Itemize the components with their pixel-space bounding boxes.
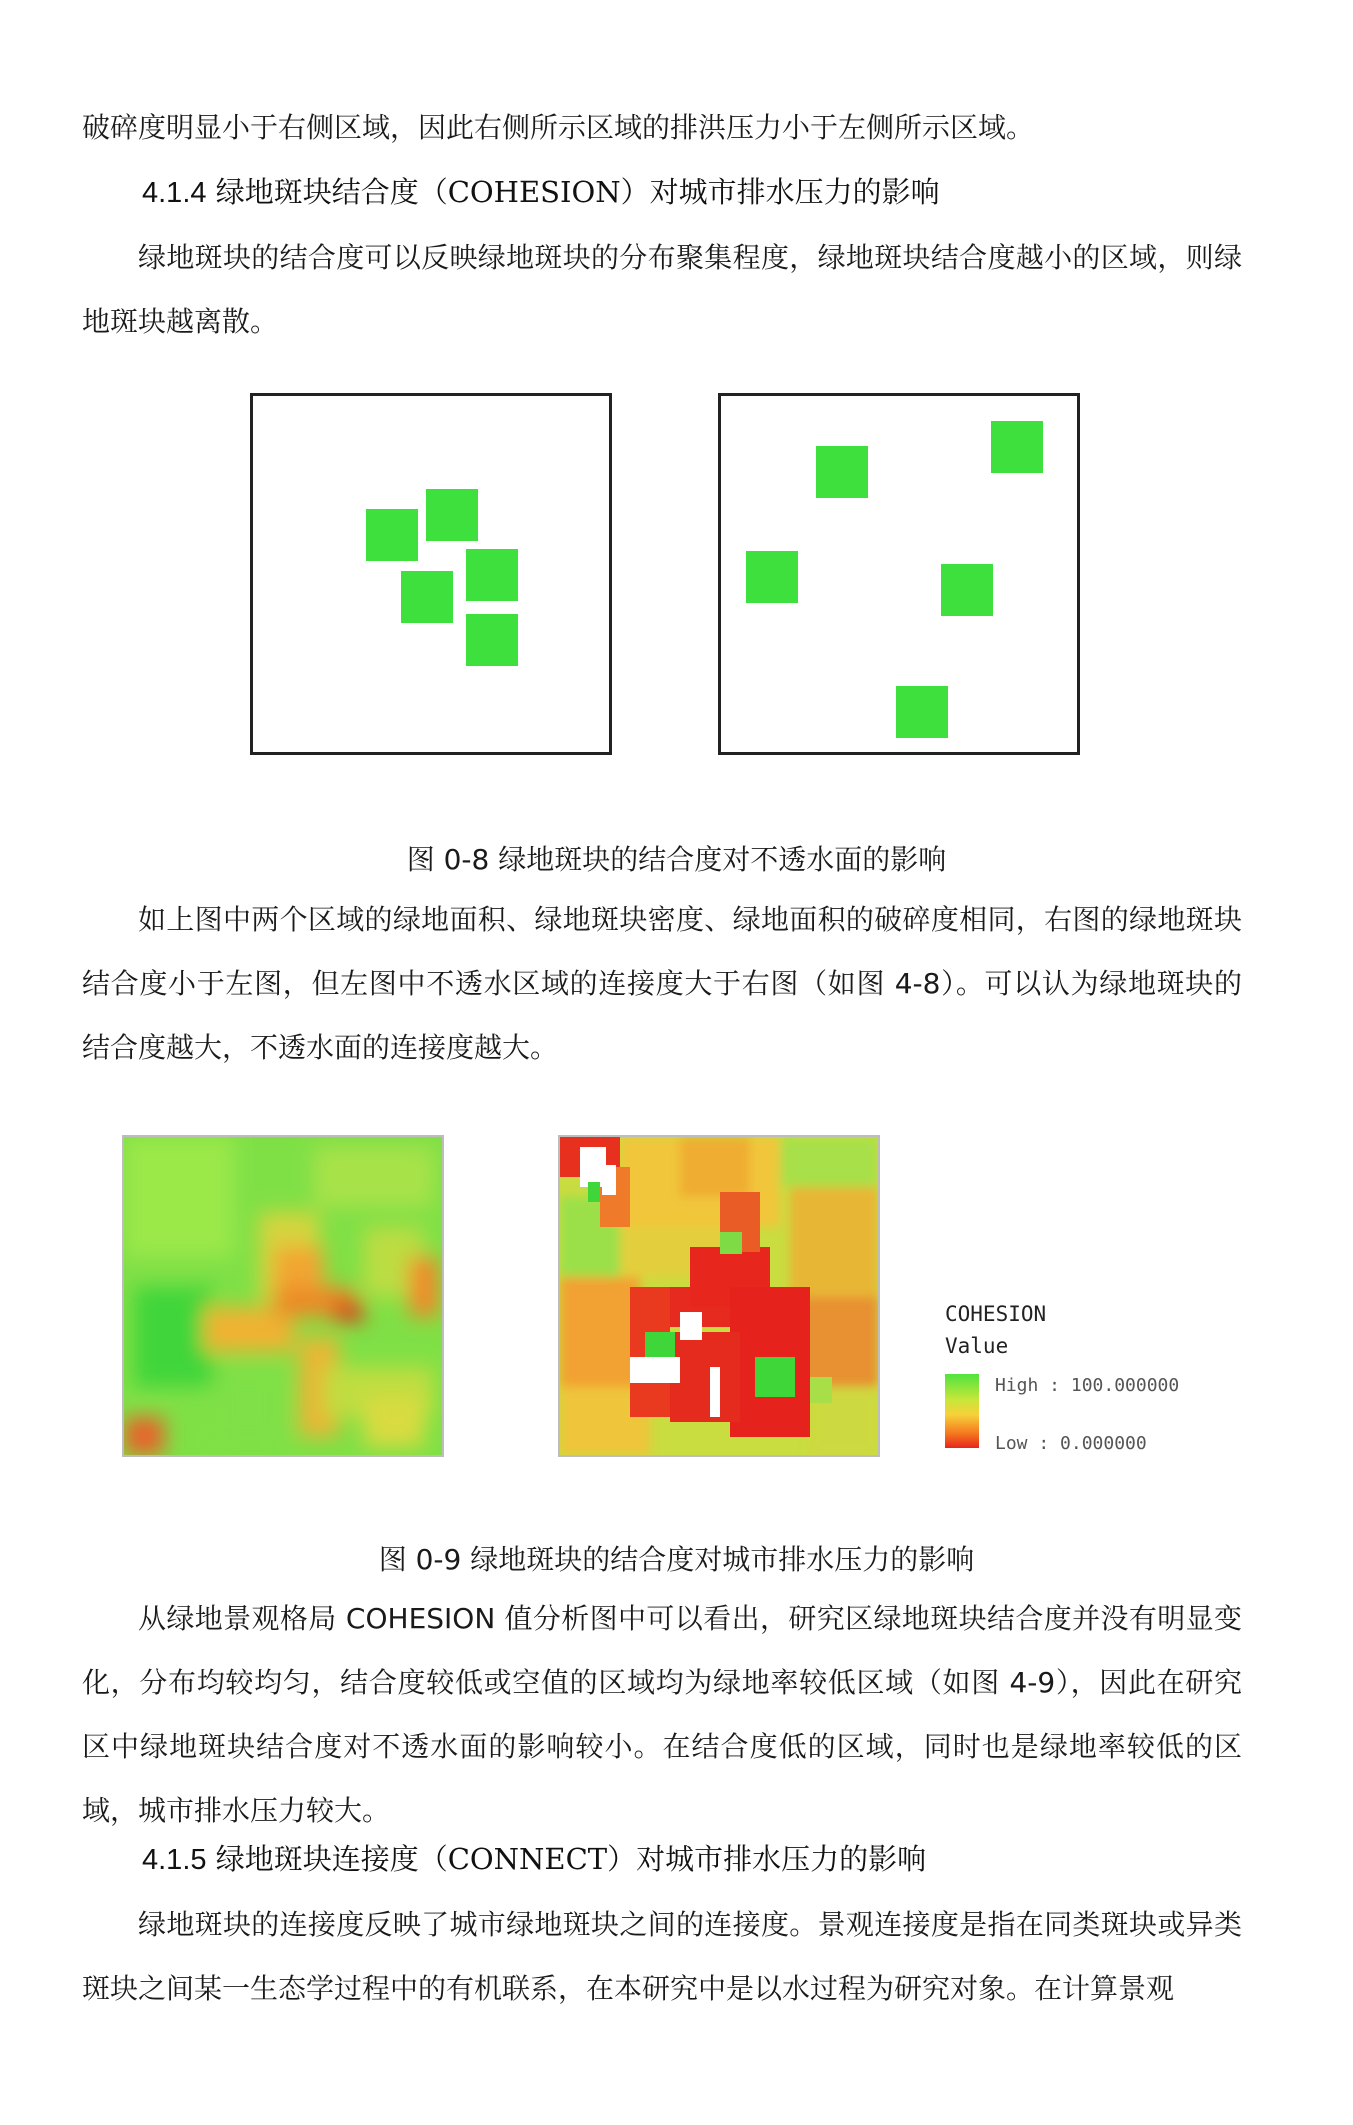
figure-08-right-panel xyxy=(718,393,1080,755)
cohesion-map-right xyxy=(558,1135,880,1457)
figure-09-caption: 图 0-9 绿地斑块的结合度对城市排水压力的影响 xyxy=(378,1543,975,1576)
cohesion-map-left xyxy=(122,1135,444,1457)
legend-high-label: High : 100.000000 xyxy=(995,1375,1180,1396)
green-patch xyxy=(466,614,518,666)
heading-4-1-5 xyxy=(142,1839,926,1880)
paragraph-figure-09: 从绿地景观格局 COHESION 值分析图中可以看出，研究区绿地斑块结合度并没有明显变化，分布均较均匀，结合度较低或空值的区域均为绿地率较低区域（如图 4-9），因此在研究区中绿地斑块结合度对不透水面的影响较小。在结合度低的区域，同时也是绿地率较低的区域，城市排水压力较大。 xyxy=(82,1602,1242,1827)
green-patch xyxy=(746,551,798,603)
green-patch xyxy=(426,489,478,541)
green-patch xyxy=(896,686,948,738)
green-patch xyxy=(466,549,518,601)
legend-color-ramp xyxy=(945,1374,979,1448)
green-patch xyxy=(941,564,993,616)
figure-08-caption: 图 0-8 绿地斑块的结合度对不透水面的影响 xyxy=(406,843,947,876)
legend-title: COHESION xyxy=(945,1302,1047,1326)
cohesion-map-right-raster xyxy=(560,1137,878,1455)
cohesion-legend xyxy=(945,1300,1245,1460)
green-patch xyxy=(991,421,1043,473)
cohesion-map-left-raster xyxy=(124,1137,442,1455)
green-patch xyxy=(816,446,868,498)
paragraph-4-1-4: 绿地斑块的结合度可以反映绿地斑块的分布聚集程度，绿地斑块结合度越小的区域，则绿地斑块越离散。 xyxy=(82,241,1242,338)
legend-subtitle: Value xyxy=(945,1334,1009,1358)
heading-4-1-4-text: 绿地斑块结合度（COHESION）对城市排水压力的影响 xyxy=(215,175,940,209)
legend-low-label: Low : 0.000000 xyxy=(995,1433,1147,1454)
heading-4-1-5-number: 4.1.5 xyxy=(142,1844,207,1876)
heading-4-1-4 xyxy=(142,172,940,213)
green-patch xyxy=(366,509,418,561)
paragraph-figure-08: 如上图中两个区域的绿地面积、绿地斑块密度、绿地面积的破碎度相同，右图的绿地斑块结合度小于左图，但左图中不透水区域的连接度大于右图（如图 4-8）。可以认为绿地斑块的结合度越大，不透水面的连接度越大。 xyxy=(82,903,1242,1064)
heading-4-1-4-number: 4.1.4 xyxy=(142,177,207,209)
green-patch xyxy=(401,571,453,623)
paragraph-top: 破碎度明显小于右侧区域，因此右侧所示区域的排洪压力小于左侧所示区域。 xyxy=(82,111,1035,144)
figure-08-left-panel xyxy=(250,393,612,755)
paragraph-4-1-5: 绿地斑块的连接度反映了城市绿地斑块之间的连接度。景观连接度是指在同类斑块或异类斑块之间某一生态学过程中的有机联系，在本研究中是以水过程为研究对象。在计算景观 xyxy=(82,1908,1242,2005)
heading-4-1-5-text: 绿地斑块连接度（CONNECT）对城市排水压力的影响 xyxy=(215,1842,927,1876)
